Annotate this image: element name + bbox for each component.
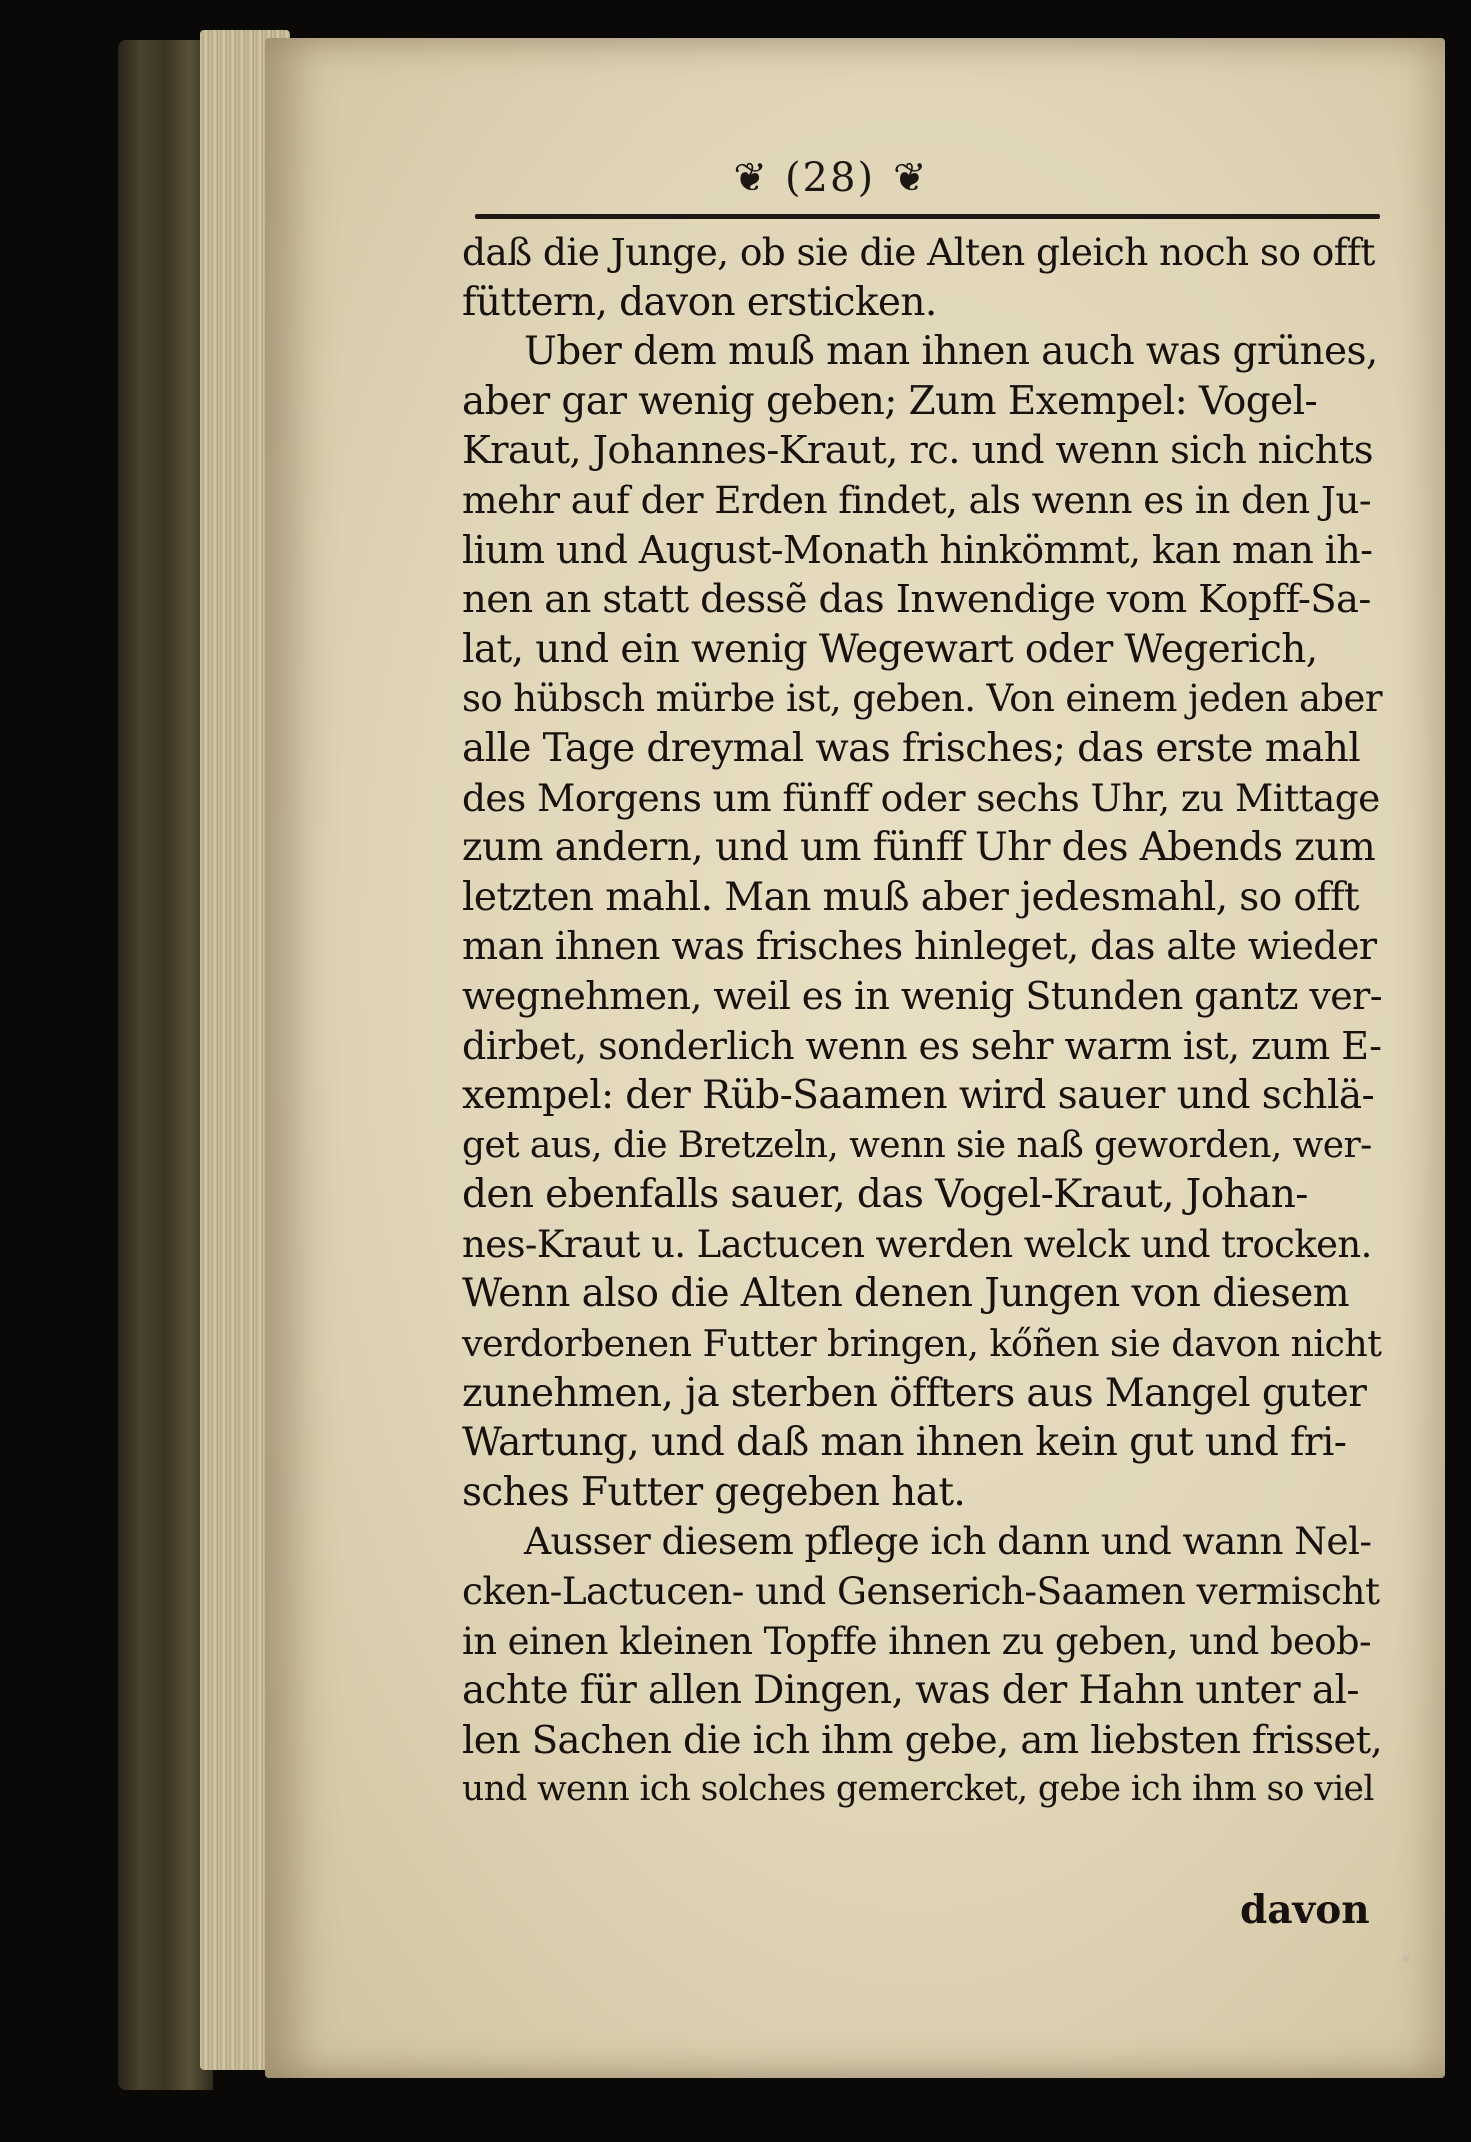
text-line: xempel: der Rüb-Saamen wird sauer und schlä- [462,1073,1375,1119]
text-line: Ausser diesem pflege ich dann und wann Nel- [524,1519,1372,1564]
header-rule [475,214,1380,219]
text-line: des Morgens um fünff oder sechs Uhr, zu Mittage [462,775,1380,820]
text-line: lium und August-Monath hinkömmt, kan man ih- [462,527,1373,572]
text-line: in einen kleinen Topffe ihnen zu geben, und beob- [462,1619,1371,1663]
text-line: aber gar wenig geben; Zum Exempel: Vogel- [462,378,1318,424]
text-line: letzten mahl. Man muß aber jedesmahl, so offt [462,874,1360,920]
text-line: zum andern, und um fünff Uhr des Abends zum [462,825,1376,871]
text-line: len Sachen die ich ihm gebe, am liebsten frisset, [462,1717,1383,1763]
catchword: davon [1240,1887,1370,1933]
text-line: lat, und ein wenig Wegewart oder Wegerich, [462,626,1318,672]
text-line: Wenn also die Alten denen Jungen von diesem [462,1271,1350,1317]
right-ornament-icon: ❦ [893,155,927,201]
text-line: Wartung, und daß man ihnen kein gut und fri- [462,1420,1347,1466]
body-text [462,228,1382,1815]
speck [1402,1955,1410,1963]
page-header [280,148,1380,208]
text-line: daß die Junge, ob sie die Alten gleich noch so offt [462,230,1375,274]
text-line: verdorbenen Futter bringen, kőñen sie davon nicht [462,1322,1382,1366]
text-line: achte für allen Dingen, was der Hahn unter al- [462,1668,1359,1714]
text-line: nes-Kraut u. Lactucen werden welck und trocken. [462,1222,1372,1266]
text-line: cken-Lactucen- und Genserich-Saamen vermischt [462,1569,1380,1614]
text-line: den ebenfalls sauer, das Vogel-Kraut, Johan- [462,1172,1308,1218]
text-line: alle Tage dreymal was frisches; das erste mahl [462,725,1361,771]
text-line: man ihnen was frisches hinleget, das alte wieder [462,924,1377,969]
text-line: sches Futter gegeben hat. [462,1469,966,1515]
text-line: so hübsch mürbe ist, geben. Von einem jeden aber [462,677,1382,721]
book-spine [118,40,213,2090]
text-line: nen an statt dessẽ das Inwendige vom Kopff-Sa- [462,577,1371,623]
text-line: mehr auf der Erden findet, als wenn es in den Ju- [462,477,1371,522]
text-line: zunehmen, ja sterben öffters aus Mangel guter [462,1370,1367,1416]
text-line: und wenn ich solches gemercket, gebe ich ihm so viel [462,1769,1374,1810]
text-line: füttern, davon ersticken. [462,279,937,325]
text-line: Uber dem muß man ihnen auch was grünes, [524,329,1378,375]
text-line: dirbet, sonderlich wenn es sehr warm ist, zum E- [462,1023,1382,1068]
text-line: Kraut, Johannes-Kraut, rc. und wenn sich nichts [462,428,1373,474]
left-ornament-icon: ❦ [733,155,767,201]
page-number: (28) [784,155,876,201]
text-line: get aus, die Bretzeln, wenn sie naß geworden, wer- [462,1124,1372,1166]
text-line: wegnehmen, weil es in wenig Stunden gantz ver- [462,973,1382,1018]
